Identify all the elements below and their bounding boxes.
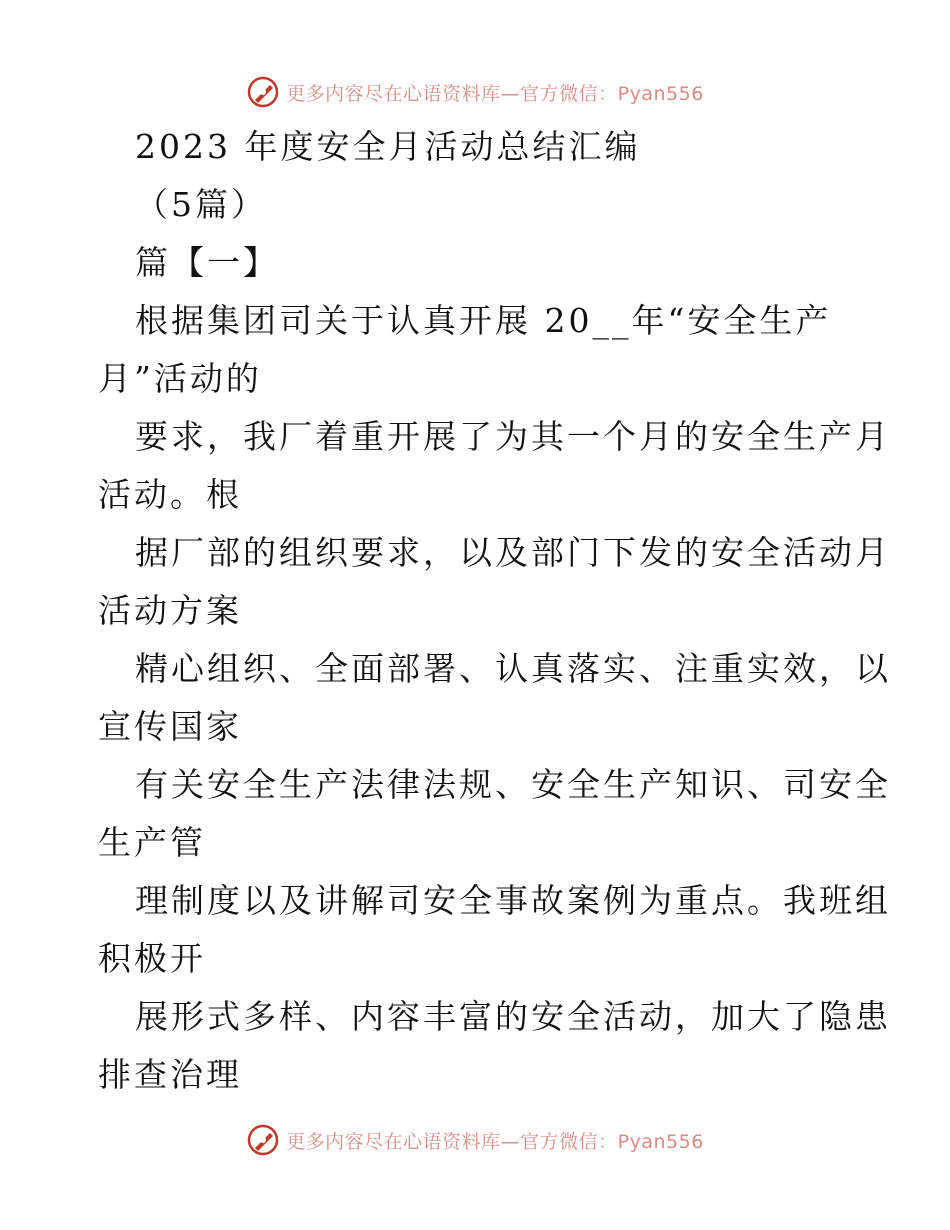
text-line: 积极开	[98, 939, 206, 978]
text-line: 活动方案	[98, 591, 242, 630]
text-line: 月”活动的	[98, 359, 262, 398]
text-line: 要求，我厂着重开展了为其一个月的安全生产月	[135, 417, 891, 456]
text-line: 有关安全生产法律法规、安全生产知识、司安全	[135, 765, 891, 804]
text-line: 2023 年度安全月活动总结汇编	[135, 127, 641, 166]
text-line: 精心组织、全面部署、认真落实、注重实效，以	[135, 649, 891, 688]
text-line: 篇【一】	[135, 243, 279, 282]
watermark-text: 更多内容尽在心语资料库—官方微信：Pyan556	[286, 82, 704, 105]
pen-logo-icon	[246, 75, 280, 109]
text-line: 生产管	[98, 823, 206, 862]
text-line: 活动。根	[98, 475, 242, 514]
text-line: 理制度以及讲解司安全事故案例为重点。我班组	[135, 881, 891, 920]
pen-logo-icon	[246, 1123, 280, 1157]
text-line: 据厂部的组织要求，以及部门下发的安全活动月	[135, 533, 891, 572]
text-line: （5篇）	[135, 185, 267, 224]
watermark-header	[0, 70, 950, 114]
document-body	[98, 118, 891, 1104]
text-line: 宣传国家	[98, 707, 242, 746]
text-line: 展形式多样、内容丰富的安全活动，加大了隐患	[135, 997, 891, 1036]
watermark-footer	[0, 1118, 950, 1162]
watermark-text: 更多内容尽在心语资料库—官方微信：Pyan556	[286, 1130, 704, 1153]
text-line: 排查治理	[98, 1055, 242, 1094]
text-line: 根据集团司关于认真开展 20__年“安全生产	[135, 301, 832, 340]
